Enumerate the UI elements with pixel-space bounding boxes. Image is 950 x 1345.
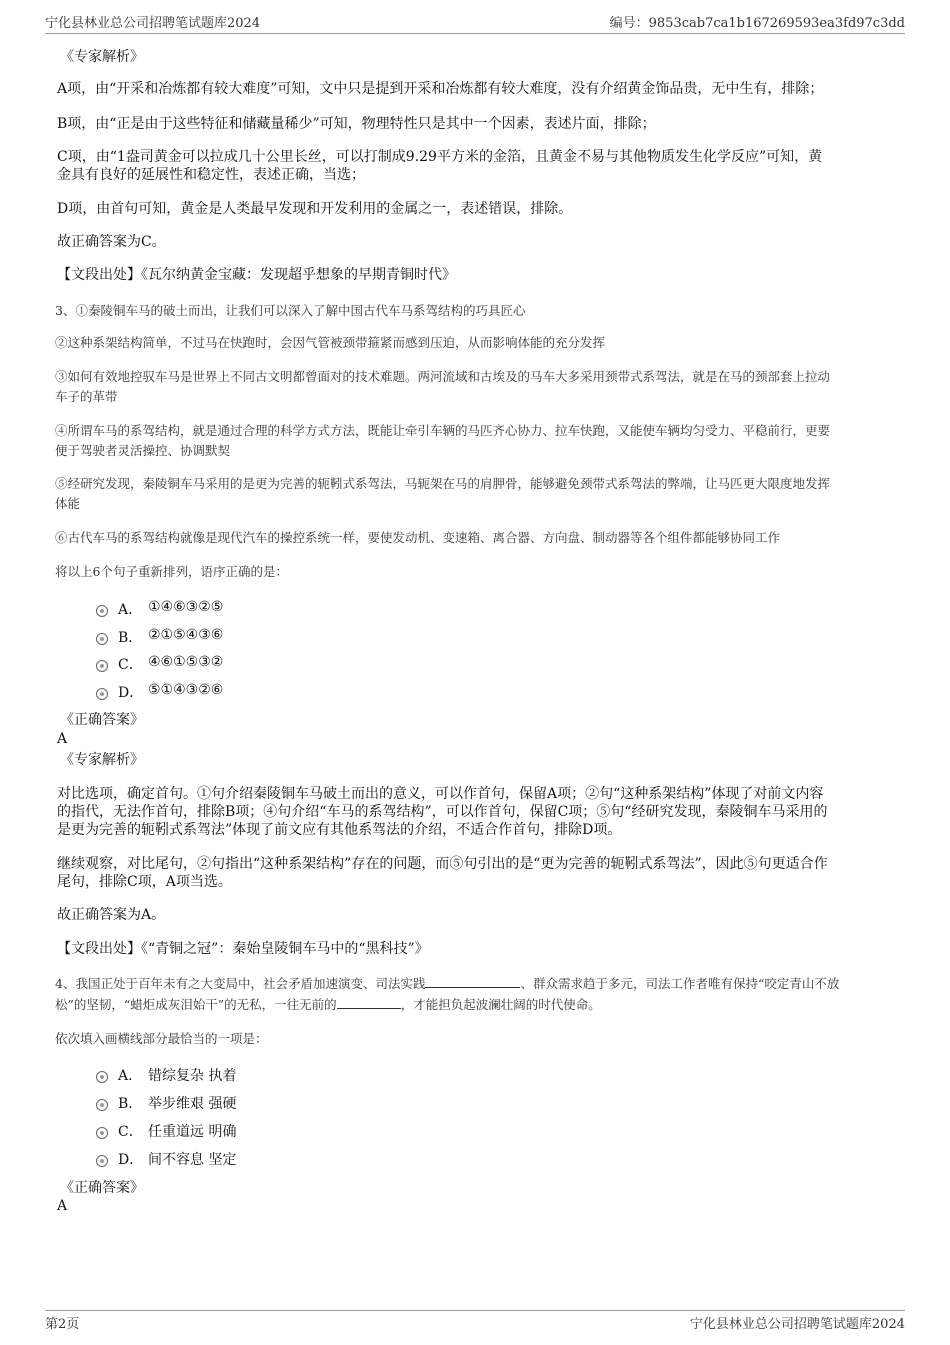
- q3-sentence-3-line1: ③如何有效地控驭车马是世界上不同古文明都曾面对的技术难题。两河流域和古埃及的马车大多采用颈带式系驾法，就是在马的颈部套上拉动: [55, 369, 831, 384]
- radio-icon[interactable]: [96, 660, 108, 672]
- q3-answer-title: 《正确答案》: [60, 712, 144, 728]
- radio-icon[interactable]: [96, 688, 108, 700]
- option-text: ①④⑥③②⑤: [148, 599, 224, 615]
- q3-analysis-title: 《专家解析》: [60, 752, 144, 768]
- q3-sentence-2: ②这种系架结构简单，不过马在快跑时，会因气管被颈带箍紧而感到压迫，从而影响体能的充分发挥: [55, 335, 606, 350]
- header-title: 宁化县林业总公司招聘笔试题库2024: [45, 16, 261, 31]
- q4-blank-2: [337, 996, 401, 1009]
- q4-answer: A: [57, 1198, 68, 1214]
- radio-icon[interactable]: [96, 1099, 108, 1111]
- option-letter: A．: [118, 602, 143, 618]
- q3-answer: A: [57, 731, 68, 747]
- option-text: 间不容息 坚定: [148, 1152, 237, 1168]
- page-header: [45, 12, 905, 32]
- header-serial: 编号：9853cab7ca1b167269593ea3fd97c3dd: [609, 16, 905, 31]
- radio-icon[interactable]: [96, 1155, 108, 1167]
- option-letter: C．: [118, 1124, 143, 1140]
- q3-analysis-line5: 尾句，排除C项，A项当选。: [57, 874, 232, 890]
- option-letter: B．: [118, 630, 143, 646]
- radio-icon[interactable]: [96, 1127, 108, 1139]
- option-text: 错综复杂 执着: [148, 1068, 237, 1084]
- q3-sentence-3-line2: 车子的革带: [55, 389, 118, 404]
- q3-analysis-line4: 继续观察，对比尾句，②句指出“这种系架结构”存在的问题，而⑤句引出的是“更为完善的轭靷式系驾法”，因此⑤句更适合作: [57, 856, 828, 872]
- q3-source: 【文段出处】《“青铜之冠”：秦始皇陵铜车马中的“黑科技”》: [57, 941, 429, 957]
- q4-answer-title: 《正确答案》: [60, 1180, 144, 1196]
- q3-sentence-4-line1: ④所谓车马的系驾结构，就是通过合理的科学方式方法，既能让牵引车辆的马匹齐心协力、拉车快跑，又能使车辆均匀受力、平稳前行，更要: [55, 423, 831, 438]
- q4-blank-1: [425, 975, 520, 988]
- option-text: ④⑥①⑤③②: [148, 654, 224, 670]
- q3-analysis-line2: 的指代，无法作首句，排除B项；④句介绍“车马的系驾结构”，可以作首句，保留C项；⑤句“经研究发现，秦陵铜车马采用的: [57, 804, 828, 820]
- q2-analysis-c-line1: C项，由“1盎司黄金可以拉成几十公里长丝，可以打制成9.29平方米的金箔，且黄金不易与其他物质发生化学反应”可知，黄: [57, 149, 823, 165]
- radio-icon[interactable]: [96, 1071, 108, 1083]
- option-letter: D．: [118, 1152, 144, 1168]
- q2-source: 【文段出处】《瓦尔纳黄金宝藏：发现超乎想象的早期青铜时代》: [57, 267, 456, 283]
- footer-title: 宁化县林业总公司招聘笔试题库2024: [689, 1317, 905, 1332]
- radio-icon[interactable]: [96, 605, 108, 617]
- q4-stem-part1: 4、我国正处于百年未有之大变局中，社会矛盾加速演变、司法实践: [55, 976, 426, 991]
- q4-prompt: 依次填入画横线部分最恰当的一项是：: [55, 1031, 268, 1046]
- q3-sentence-4-line2: 便于驾驶者灵活操控、协调默契: [55, 443, 231, 458]
- q3-analysis-line1: 对比选项，确定首句。①句介绍秦陵铜车马破土而出的意义，可以作首句，保留A项；②句“这种系架结构”体现了对前文内容: [57, 786, 824, 802]
- option-text: 任重道远 明确: [148, 1124, 237, 1140]
- option-letter: C．: [118, 657, 143, 673]
- q2-analysis-d: D项，由首句可知，黄金是人类最早发现和开发利用的金属之一，表述错误，排除。: [57, 201, 573, 217]
- q3-sentence-6: ⑥古代车马的系驾结构就像是现代汽车的操控系统一样，要使发动机、变速箱、离合器、方向盘、制动器等各个组件都能够协同工作: [55, 530, 781, 545]
- option-text: ⑤①④③②⑥: [148, 682, 224, 698]
- q4-stem-part4: ，才能担负起波澜壮阔的时代使命。: [400, 997, 601, 1012]
- header-divider: [45, 33, 905, 34]
- q3-sentence-1: 3、①秦陵铜车马的破土而出，让我们可以深入了解中国古代车马系驾结构的巧具匠心: [55, 303, 526, 318]
- q4-stem-part3: 松”的坚韧，“蜡炬成灰泪始干”的无私，一往无前的: [55, 997, 337, 1012]
- q2-analysis-a: A项，由“开采和冶炼都有较大难度”可知，文中只是提到开采和冶炼都有较大难度，没有介绍黄金饰品贵，无中生有，排除；: [57, 81, 824, 97]
- page-number: 第2页: [45, 1317, 80, 1332]
- q3-sentence-5-line2: 体能: [55, 496, 81, 511]
- q3-sentence-5-line1: ⑤经研究发现，秦陵铜车马采用的是更为完善的轭靷式系驾法，马轭架在马的肩胛骨，能够避免颈带式系驾法的弊端，让马匹更大限度地发挥: [55, 476, 831, 491]
- radio-icon[interactable]: [96, 633, 108, 645]
- q2-conclusion: 故正确答案为C。: [57, 234, 166, 250]
- option-letter: B．: [118, 1096, 143, 1112]
- q3-conclusion: 故正确答案为A。: [57, 907, 166, 923]
- q3-prompt: 将以上6个句子重新排列，语序正确的是：: [55, 564, 288, 579]
- q2-analysis-title: 《专家解析》: [60, 49, 144, 65]
- option-letter: A．: [118, 1068, 143, 1084]
- option-text: 举步维艰 强硬: [148, 1096, 237, 1112]
- q4-stem-line2: [55, 995, 601, 1015]
- q2-analysis-b: B项，由“正是由于这些特征和储藏量稀少”可知，物理特性只是其中一个因素，表述片面，排除；: [57, 116, 656, 132]
- q3-analysis-line3: 是更为完善的轭靷式系驾法”体现了前文应有其他系驾法的介绍，不适合作首句，排除D项。: [57, 822, 622, 838]
- footer-divider: [45, 1310, 905, 1311]
- q2-analysis-c-line2: 金具有良好的延展性和稳定性，表述正确，当选；: [57, 167, 365, 183]
- q4-stem-line1: [55, 974, 839, 994]
- q4-stem-part2: 、群众需求趋于多元，司法工作者唯有保持“咬定青山不放: [520, 976, 840, 991]
- option-text: ②①⑤④③⑥: [148, 627, 224, 643]
- option-letter: D．: [118, 685, 144, 701]
